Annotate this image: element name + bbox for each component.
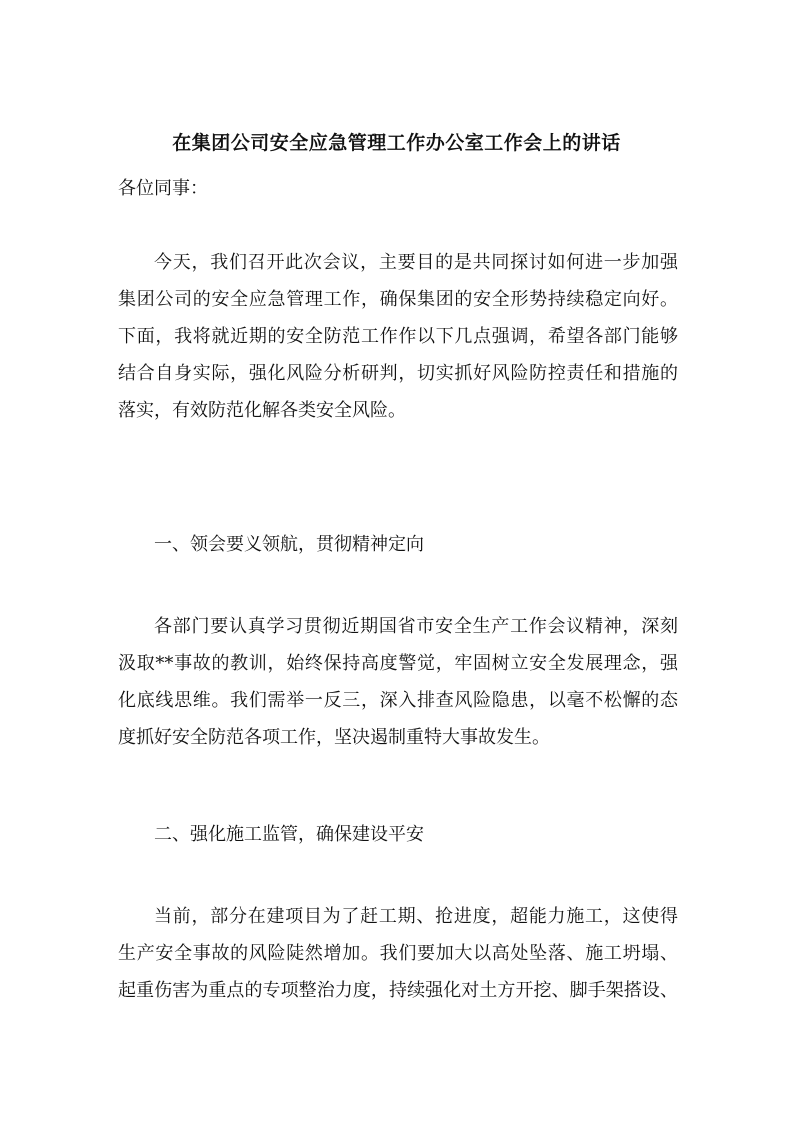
paragraph-3-line-1: 当前，部分在建项目为了赶工期、抢进度，超能力施工，这使得 [154,906,678,927]
paragraph-2-line-1: 各部门要认真学习贯彻近期国省市安全生产工作会议精神，深刻 [154,616,678,637]
paragraph-3-line-2: 生产安全事故的风险陡然增加。我们要加大以高处坠落、施工坍塌、 [118,943,678,964]
paragraph-2 [118,608,678,756]
paragraph-3-line-3: 起重伤害为重点的专项整治力度，持续强化对土方开挖、脚手架搭设、 [118,980,678,1001]
document-title: 在集团公司安全应急管理工作办公室工作会上的讲话 [172,132,621,154]
paragraph-1-line-1: 今天，我们召开此次会议，主要目的是共同探讨如何进一步加强 [154,252,678,273]
paragraph-3 [118,898,678,1009]
paragraph-1-line-5: 落实，有效防范化解各类安全风险。 [118,400,406,421]
section-heading-1: 一、领会要义领航，贯彻精神定向 [154,534,424,555]
paragraph-1-line-2: 集团公司的安全应急管理工作，确保集团的安全形势持续稳定向好。 [118,289,678,310]
salutation: 各位同事： [118,178,208,199]
paragraph-1 [118,244,678,429]
paragraph-2-line-3: 化底线思维。我们需举一反三，深入排查风险隐患，以毫不松懈的态 [118,690,678,711]
paragraph-2-line-2: 汲取**事故的教训，始终保持高度警觉，牢固树立安全发展理念，强 [118,653,678,674]
paragraph-1-line-3: 下面，我将就近期的安全防范工作作以下几点强调，希望各部门能够 [118,326,678,347]
paragraph-1-line-4: 结合自身实际，强化风险分析研判，切实抓好风险防控责任和措施的 [118,363,678,384]
paragraph-2-line-4: 度抓好安全防范各项工作，坚决遏制重特大事故发生。 [118,727,550,748]
section-heading-2: 二、强化施工监管，确保建设平安 [154,824,424,845]
